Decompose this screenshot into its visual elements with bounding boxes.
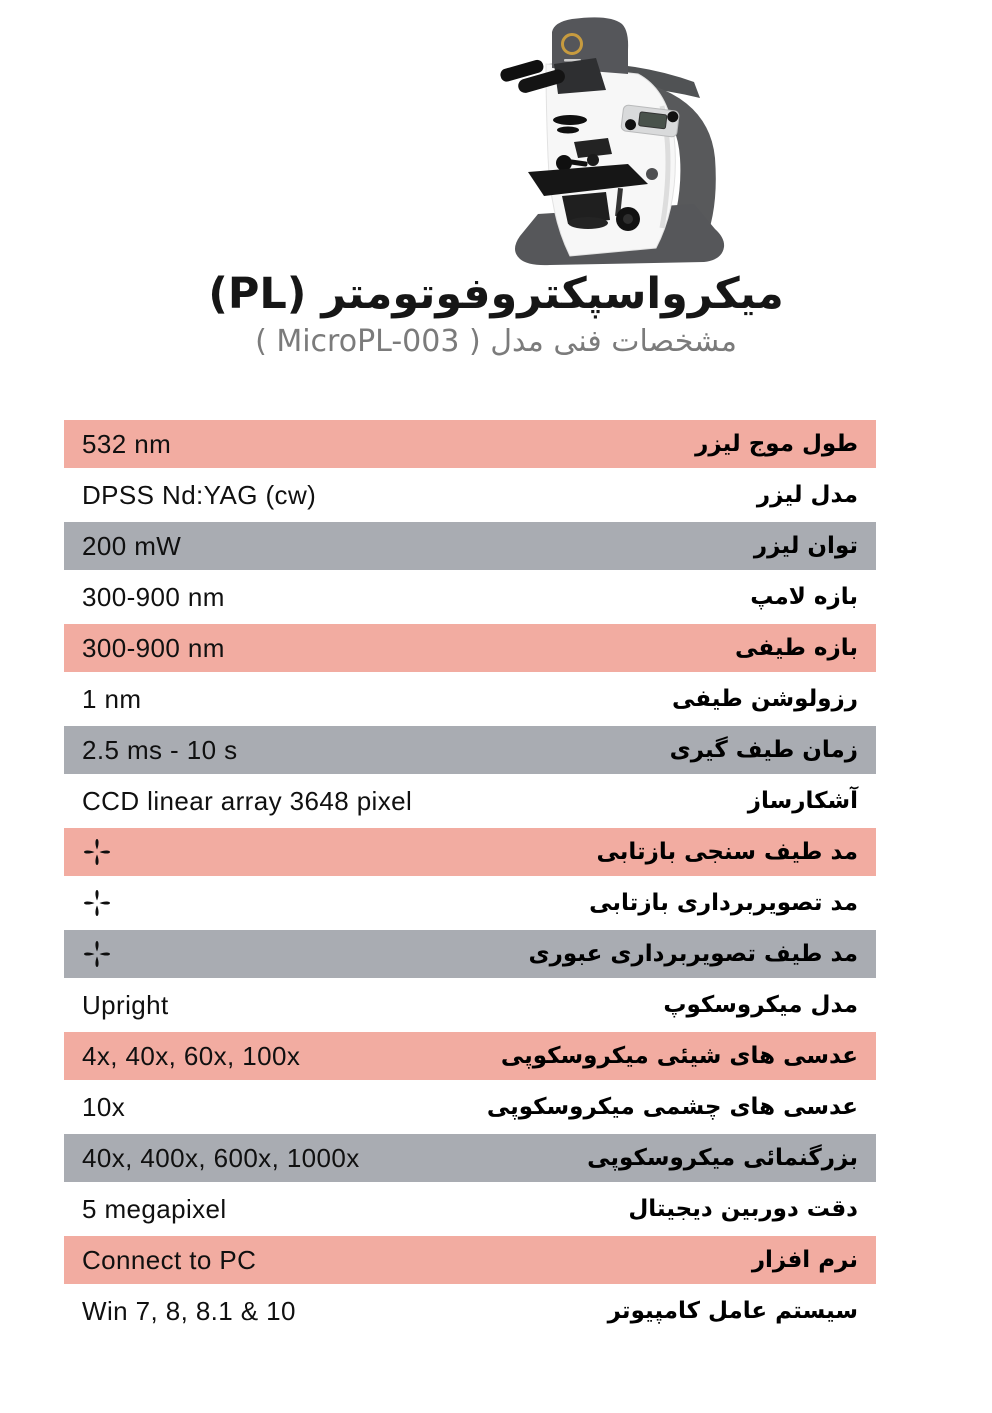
spec-value [82, 939, 112, 969]
spec-label: مد تصویربرداری بازتابی [589, 890, 858, 916]
spec-value: DPSS Nd:YAG (cw) [82, 479, 317, 510]
spec-row [64, 420, 876, 468]
spec-label: سیستم عامل کامپیوتر [607, 1298, 858, 1324]
page-title: میکرواسپکتروفوتومتر (PL) [208, 269, 784, 319]
page-subtitle: مشخصات فنی مدل ( MicroPL-003 ) [255, 324, 737, 360]
spec-row [64, 1287, 876, 1335]
spec-label: عدسی های شیئی میکروسکوپی [500, 1043, 858, 1069]
spec-table [64, 420, 876, 1338]
spec-value: Connect to PC [82, 1244, 257, 1275]
spec-row [64, 522, 876, 570]
spec-value: 4x, 40x, 60x, 100x [82, 1040, 301, 1071]
four-petal-asterisk-icon [82, 888, 112, 918]
spec-row [64, 573, 876, 621]
objective-lens [587, 154, 599, 166]
spec-row [64, 1185, 876, 1233]
spec-label: طول موج لیزر [695, 431, 858, 457]
microscope-illustration [458, 6, 788, 286]
spec-row [64, 930, 876, 978]
spec-value: 1 nm [82, 683, 142, 714]
spec-value: 2.5 ms - 10 s [82, 734, 238, 765]
spec-label: زمان طیف گیری [669, 737, 858, 763]
spec-label: رزولوشن طیفی [671, 686, 858, 712]
spec-label: مدل میکروسکوپ [663, 992, 858, 1018]
spec-label: توان لیزر [753, 533, 858, 559]
spec-label: دقت دوربین دیجیتال [628, 1196, 858, 1222]
spec-label: عدسی های چشمی میکروسکوپی [486, 1094, 858, 1120]
spec-row [64, 1032, 876, 1080]
spec-label: مد طیف سنجی بازتابی [596, 839, 858, 865]
spec-row [64, 981, 876, 1029]
spec-value: 300-900 nm [82, 632, 225, 663]
spec-label: بازه لامپ [750, 584, 858, 610]
spec-row [64, 1083, 876, 1131]
spec-value: CCD linear array 3648 pixel [82, 785, 413, 816]
spec-row [64, 777, 876, 825]
spec-row [64, 471, 876, 519]
spec-label: مد طیف تصویربرداری عبوری [528, 941, 858, 967]
four-petal-asterisk-icon [82, 939, 112, 969]
spec-value [82, 888, 112, 918]
spec-row [64, 1236, 876, 1284]
spec-value: 40x, 400x, 600x, 1000x [82, 1142, 360, 1173]
spec-value: Upright [82, 989, 169, 1020]
spec-row [64, 726, 876, 774]
spec-row [64, 828, 876, 876]
spec-label: بازه طیفی [735, 635, 858, 661]
spec-row [64, 624, 876, 672]
four-petal-asterisk-icon [82, 837, 112, 867]
spec-value: 300-900 nm [82, 581, 225, 612]
spec-label: بزرگنمائی میکروسکوپی [587, 1145, 858, 1171]
spec-label: مدل لیزر [756, 482, 858, 508]
spec-value [82, 837, 112, 867]
header [0, 270, 992, 359]
body-screw [646, 168, 658, 180]
spec-value: Win 7, 8, 8.1 & 10 [82, 1295, 296, 1326]
spec-value: 10x [82, 1091, 126, 1122]
focus-knob-hub [623, 214, 633, 224]
spec-row [64, 1134, 876, 1182]
spec-row [64, 879, 876, 927]
spec-value: 5 megapixel [82, 1193, 227, 1224]
spec-row [64, 675, 876, 723]
spec-label: نرم افزار [751, 1247, 858, 1273]
spec-value: 200 mW [82, 530, 182, 561]
condenser-base [568, 217, 608, 229]
spec-value: 532 nm [82, 428, 172, 459]
spec-label: آشکارساز [747, 788, 858, 814]
